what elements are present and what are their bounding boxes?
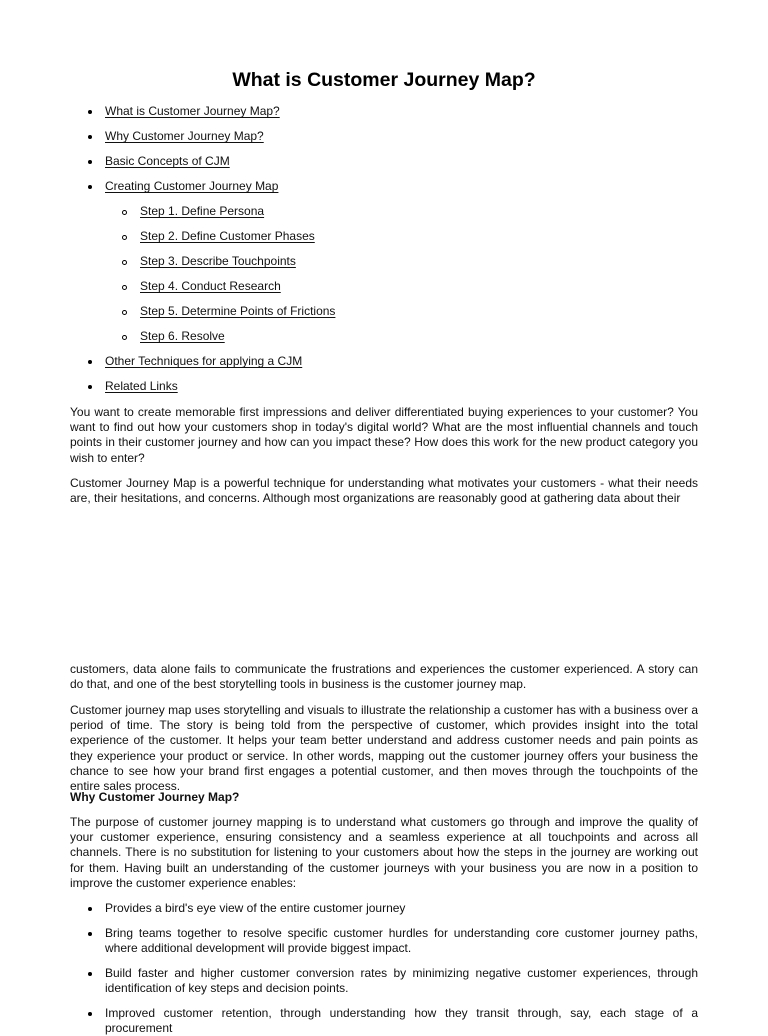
- bullet-dot-icon: [88, 932, 92, 936]
- bullet-circle-icon: [122, 235, 127, 240]
- bullet-dot-icon: [88, 907, 92, 911]
- page-title: What is Customer Journey Map?: [232, 69, 536, 91]
- toc-link-basic-concepts[interactable]: Basic Concepts of CJM: [105, 154, 230, 168]
- toc-link-creating-cjm[interactable]: Creating Customer Journey Map: [105, 179, 279, 193]
- bullet-circle-icon: [122, 310, 127, 315]
- toc-link-why-cjm[interactable]: Why Customer Journey Map?: [105, 129, 264, 143]
- bullet-dot-icon: [88, 160, 92, 164]
- toc-item: [105, 179, 278, 194]
- toc-link-step-5[interactable]: Step 5. Determine Points of Frictions: [140, 304, 336, 318]
- toc-subitem: [140, 304, 335, 319]
- list-item: [105, 901, 698, 916]
- toc-subitem: [140, 279, 281, 294]
- toc-link-step-2[interactable]: Step 2. Define Customer Phases: [140, 229, 315, 243]
- list-item: [105, 926, 698, 956]
- bullet-dot-icon: [88, 1012, 92, 1016]
- toc-link-step-6[interactable]: Step 6. Resolve: [140, 329, 225, 343]
- benefit-text: Bring teams together to resolve specific customer hurdles for understanding core customer journey paths, where additional development will provide biggest impact.: [105, 926, 698, 956]
- bullet-dot-icon: [88, 972, 92, 976]
- bullet-dot-icon: [88, 135, 92, 139]
- toc-link-other-techniques[interactable]: Other Techniques for applying a CJM: [105, 354, 303, 368]
- bullet-dot-icon: [88, 110, 92, 114]
- cjm-paragraph-part2: customers, data alone fails to communicate the frustrations and experiences the customer experienced. A story can do that, and one of the best storytelling tools in business is the customer journey map.: [70, 662, 698, 692]
- cjm-paragraph-part1: Customer Journey Map is a powerful technique for understanding what motivates your customers - what their needs are, their hesitations, and concerns. Although most organizations are reasonably good at gathering data about their: [70, 476, 698, 506]
- toc-link-related-links[interactable]: Related Links: [105, 379, 178, 393]
- toc-item: [105, 354, 302, 369]
- benefit-text: Improved customer retention, through understanding how they transit through, say, each stage of a procurement: [105, 1006, 698, 1036]
- bullet-circle-icon: [122, 285, 127, 290]
- toc-item: [105, 379, 178, 394]
- toc-subitem: [140, 254, 296, 269]
- toc-subitem: [140, 329, 225, 344]
- toc-link-step-3[interactable]: Step 3. Describe Touchpoints: [140, 254, 296, 268]
- toc-item: [105, 104, 280, 119]
- bullet-circle-icon: [122, 335, 127, 340]
- why-paragraph: The purpose of customer journey mapping is to understand what customers go through and improve the quality of your customer experience, ensuring consistency and a seamless experience at all touchpoints and across all channels. There is no substitution for listening to your customers about how the steps in the journey are working out for them. Having built an understanding of the customer journeys with your business you are now in a position to improve the customer experience enables:: [70, 815, 698, 890]
- benefit-text: Build faster and higher customer conversion rates by minimizing negative customer experiences, through identification of key steps and decision points.: [105, 966, 698, 996]
- benefit-text: Provides a bird's eye view of the entire customer journey: [105, 901, 406, 915]
- toc-item: [105, 129, 264, 144]
- bullet-circle-icon: [122, 260, 127, 265]
- section-heading-why: Why Customer Journey Map?: [70, 790, 240, 804]
- bullet-circle-icon: [122, 210, 127, 215]
- toc-link-step-4[interactable]: Step 4. Conduct Research: [140, 279, 281, 293]
- list-item: [105, 966, 698, 996]
- toc-link-step-1[interactable]: Step 1. Define Persona: [140, 204, 265, 218]
- toc-subitem: [140, 204, 264, 219]
- toc-subitem: [140, 229, 315, 244]
- list-item: [105, 1006, 698, 1036]
- toc-item: [105, 154, 230, 169]
- toc-link-what-is-cjm[interactable]: What is Customer Journey Map?: [105, 104, 280, 118]
- intro-paragraph: You want to create memorable first impressions and deliver differentiated buying experiences to your customer? You want to find out how your customers shop in today's digital world? What are the most influential channels and touch points in their customer journey and how can you impact these? How does this work for the new product category you wish to enter?: [70, 405, 698, 465]
- bullet-dot-icon: [88, 185, 92, 189]
- bullet-dot-icon: [88, 360, 92, 364]
- bullet-dot-icon: [88, 385, 92, 389]
- storytelling-paragraph: Customer journey map uses storytelling and visuals to illustrate the relationship a customer has with a business over a period of time. The story is being told from the perspective of customer, which provides insight into the total experience of the customer. It helps your team better understand and address customer needs and pain points as they experience your product or service. In other words, mapping out the customer journey offers your business the chance to see how your brand first engages a potential customer, and then moves through the touchpoints of the entire sales process.: [70, 703, 698, 794]
